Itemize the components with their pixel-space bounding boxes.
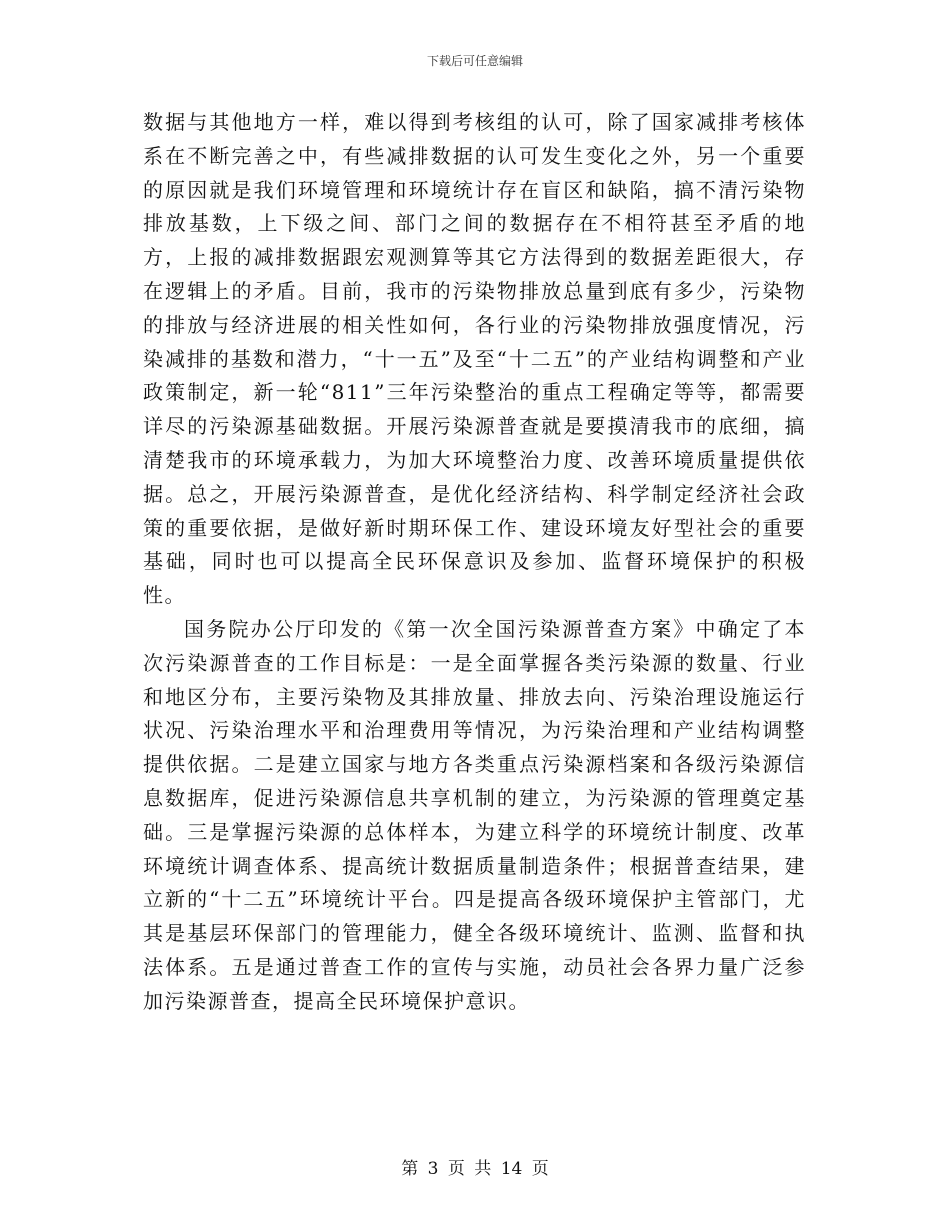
page-number-footer: 第 3 页 共 14 页 [401, 1159, 549, 1179]
paragraph-continued: 数据与其他地方一样，难以得到考核组的认可，除了国家减排考核体系在不断完善之中，有些减排数据的认可发生变化之外，另一个重要的原因就是我们环境管理和环境统计存在盲区和缺陷，搞不清污染物排放基数，上下级之间、部门之间的数据存在不相符甚至矛盾的地方，上报的减排数据跟宏观测算等其它方法得到的数据差距很大，存在逻辑上的矛盾。目前，我市的污染物排放总量到底有多少，污染物的排放与经济进展的相关性如何，各行业的污染物排放强度情况，污染减排的基数和潜力，“十一五”及至“十二五”的产业结构调整和产业政策制定，新一轮“811”三年污染整治的重点工程确定等等，都需要详尽的污染源基础数据。开展污染源普查就是要摸清我市的底细，搞清楚我市的环境承载力，为加大环境整治力度、改善环境质量提供依据。总之，开展污染源普查，是优化经济结构、科学制定经济社会政策的重要依据，是做好新时期环保工作、建设环境友好型社会的重要基础，同时也可以提高全民环保意识及参加、监督环境保护的积极性。 [143, 110, 806, 608]
paragraph-work-goals: 国务院办公厅印发的《第一次全国污染源普查方案》中确定了本次污染源普查的工作目标是：一是全面掌握各类污染源的数量、行业和地区分布，主要污染物及其排放量、排放去向、污染治理设施运行状况、污染治理水平和治理费用等情况，为污染治理和产业结构调整提供依据。二是建立国家与地方各类重点污染源档案和各级污染源信息数据库，促进污染源信息共享机制的建立，为污染源的管理奠定基础。三是掌握污染源的总体样本，为建立科学的环境统计制度、改革环境统计调查体系、提高统计数据质量制造条件；根据普查结果，建立新的“十二五”环境统计平台。四是提高各级环境保护主管部门，尤其是基层环保部门的管理能力，健全各级环境统计、监测、监督和执法体系。五是通过普查工作的宣传与实施，动员社会各界力量广泛参加污染源普查，提高全民环境保护意识。 [143, 616, 806, 1013]
document-body [143, 106, 806, 1019]
page-header: 下载后可任意编辑 [426, 54, 523, 68]
